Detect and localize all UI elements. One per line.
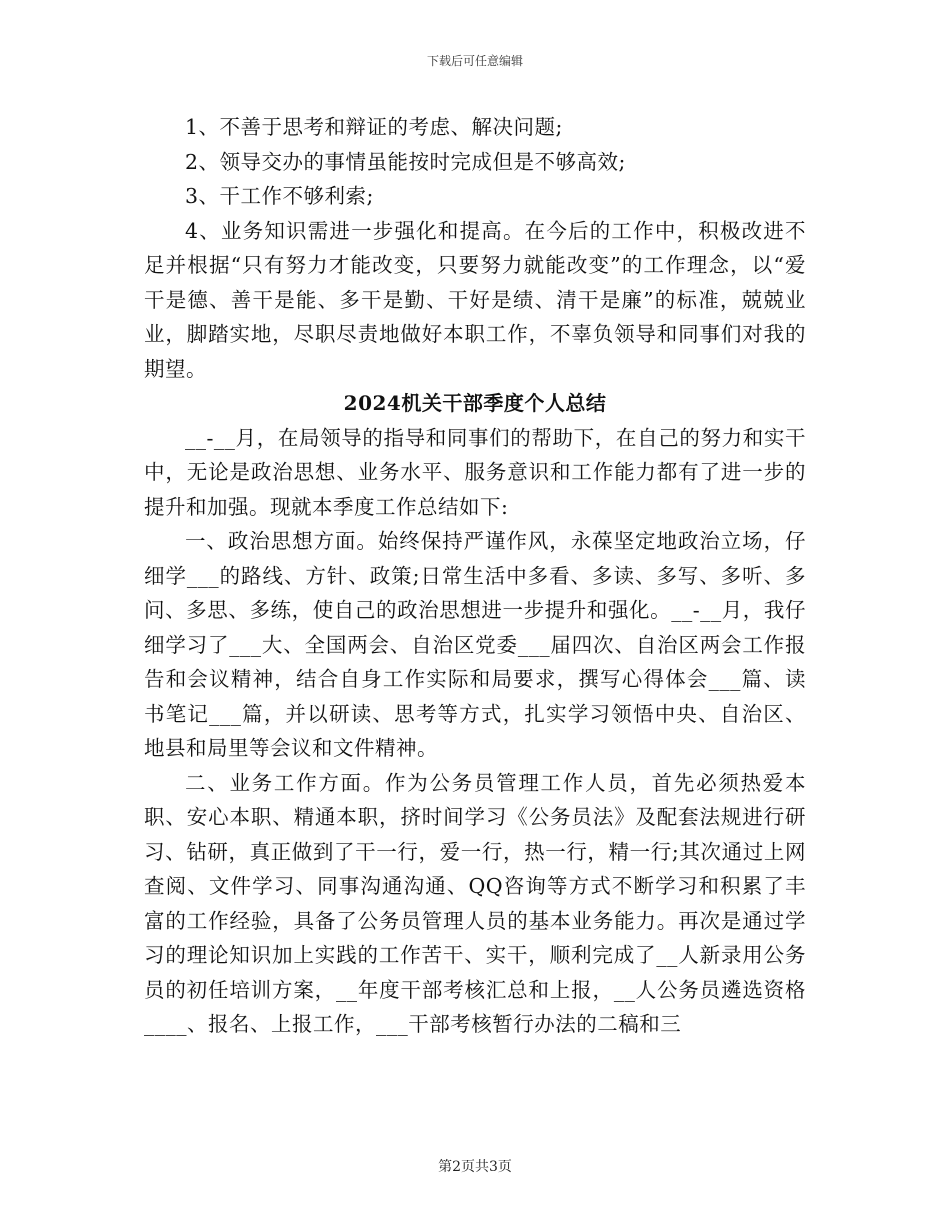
list-item-1: 1、不善于思考和辩证的考虑、解决问题; [185,115,563,139]
paragraph-political: 一、政治思想方面。始终保持严谨作风，永葆坚定地政治立场，仔细学___的路线、方针、政策;日常生活中多看、多读、多写、多听、多问、多思、多练，使自己的政治思想进一步提升和强化。__-__月，我仔细学习了___大、全国两会、自治区党委___届四次、自治区两会工作报告和会议精神，结合自身工作实际和局要求，撰写心得体会___篇、读书笔记___篇，并以研读、思考等方式，扎实学习领悟中央、自治区、地县和局里等会议和文件精神。 [144,529,806,760]
paragraph-business: 二、业务工作方面。作为公务员管理工作人员，首先必须热爱本职、安心本职、精通本职，挤时间学习《公务员法》及配套法规进行研习、钻研，真正做到了干一行，爱一行，热一行，精一行;其次通过上网查阅、文件学习、同事沟通沟通、QQ咨询等方式不断学习和积累了丰富的工作经验，具备了公务员管理人员的基本业务能力。再次是通过学习的理论知识加上实践的工作苦干、实干，顺利完成了__人新录用公务员的初任培训方案，__年度干部考核汇总和上报，__人公务员遴选资格____、报名、上报工作，___干部考核暂行办法的二稿和三 [144,770,806,1036]
section-title: 2024机关干部季度个人总结 [343,391,607,415]
list-item-4: 4、业务知识需进一步强化和提高。在今后的工作中，积极改进不足并根据“只有努力才能改变，只要努力就能改变”的工作理念，以“爱干是德、善干是能、多干是勤、干好是绩、清干是廉”的标准，兢兢业业，脚踏实地，尽职尽责地做好本职工作，不辜负领导和同事们对我的期望。 [144,218,806,381]
paragraph-intro: __-__月，在局领导的指导和同事们的帮助下，在自己的努力和实干中，无论是政治思想、业务水平、服务意识和工作能力都有了进一步的提升和加强。现就本季度工作总结如下: [144,425,806,519]
page-header: 下载后可任意编辑 [426,54,523,68]
document-body [144,110,806,1042]
list-item-2: 2、领导交办的事情虽能按时完成但是不够高效; [185,149,626,174]
page-footer: 第2页共3页 [438,1159,512,1175]
list-item-3: 3、干工作不够利索; [185,184,374,208]
